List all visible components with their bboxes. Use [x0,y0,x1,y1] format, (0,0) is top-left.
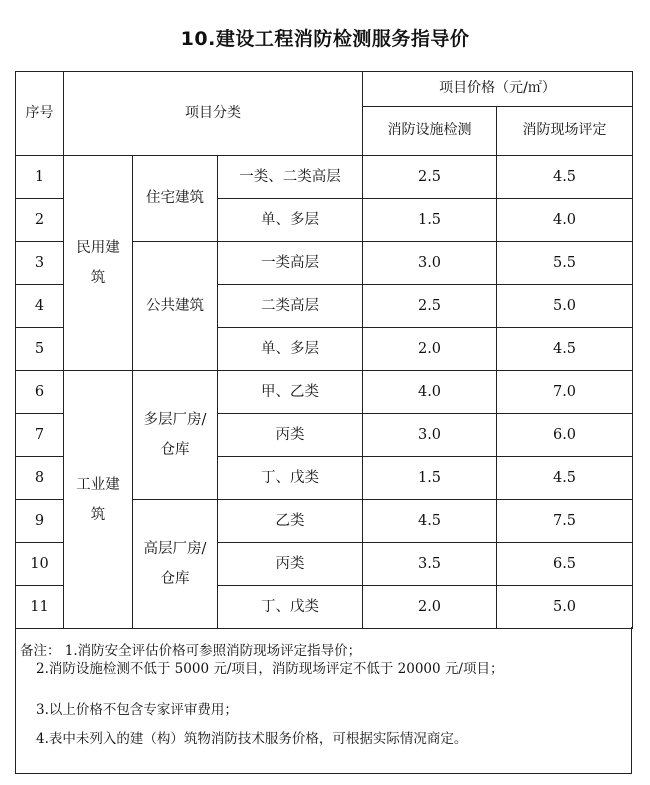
row-evaluation: 4.0 [497,199,633,242]
header-inspection: 消防设施检测 [363,107,497,156]
price-table [15,71,633,629]
row-index: 9 [16,500,64,543]
note-4: 4.表中未列入的建（构）筑物消防技术服务价格，可根据实际情况商定。 [36,731,468,747]
header-index: 序号 [16,72,64,156]
table-row [16,156,633,199]
group-public: 公共建筑 [133,242,218,371]
row-type: 丙类 [218,543,363,586]
row-evaluation: 6.5 [497,543,633,586]
row-inspection: 3.0 [363,242,497,285]
group-multi-factory: 多层厂房/仓库 [133,371,218,500]
row-evaluation: 5.0 [497,586,633,629]
note-3: 3.以上价格不包含专家评审费用； [36,702,238,718]
page-title: 10.建设工程消防检测服务指导价 [180,28,470,50]
row-evaluation: 7.5 [497,500,633,543]
row-inspection: 2.5 [363,156,497,199]
row-inspection: 3.5 [363,543,497,586]
row-index: 4 [16,285,64,328]
header-category: 项目分类 [64,72,363,156]
row-index: 1 [16,156,64,199]
row-type: 丁、戊类 [218,586,363,629]
row-type: 单、多层 [218,199,363,242]
row-inspection: 1.5 [363,457,497,500]
row-inspection: 3.0 [363,414,497,457]
group-high-factory: 高层厂房/仓库 [133,500,218,629]
table-row [16,371,633,414]
row-type: 单、多层 [218,328,363,371]
notes-box [15,627,632,774]
row-type: 丁、戊类 [218,457,363,500]
note-1: 备注： 1.消防安全评估价格可参照消防现场评定指导价； [20,643,362,659]
row-evaluation: 4.5 [497,457,633,500]
group-civil: 民用建筑 [64,156,133,371]
row-type: 丙类 [218,414,363,457]
note-2: 2.消防设施检测不低于 5000 元/项目，消防现场评定不低于 20000 元/项目； [36,661,504,677]
row-type: 一类高层 [218,242,363,285]
row-inspection: 2.5 [363,285,497,328]
row-type: 乙类 [218,500,363,543]
row-type: 甲、乙类 [218,371,363,414]
row-evaluation: 5.0 [497,285,633,328]
row-index: 5 [16,328,64,371]
row-index: 8 [16,457,64,500]
row-index: 6 [16,371,64,414]
row-evaluation: 7.0 [497,371,633,414]
row-inspection: 4.0 [363,371,497,414]
group-residential: 住宅建筑 [133,156,218,242]
row-type: 一类、二类高层 [218,156,363,199]
row-index: 2 [16,199,64,242]
row-index: 7 [16,414,64,457]
group-industrial: 工业建筑 [64,371,133,629]
row-inspection: 2.0 [363,328,497,371]
row-index: 11 [16,586,64,629]
header-price: 项目价格（元/㎡） [363,72,633,107]
row-evaluation: 6.0 [497,414,633,457]
row-inspection: 2.0 [363,586,497,629]
row-inspection: 4.5 [363,500,497,543]
row-type: 二类高层 [218,285,363,328]
row-evaluation: 5.5 [497,242,633,285]
row-inspection: 1.5 [363,199,497,242]
row-index: 3 [16,242,64,285]
header-evaluation: 消防现场评定 [497,107,633,156]
row-index: 10 [16,543,64,586]
row-evaluation: 4.5 [497,328,633,371]
row-evaluation: 4.5 [497,156,633,199]
